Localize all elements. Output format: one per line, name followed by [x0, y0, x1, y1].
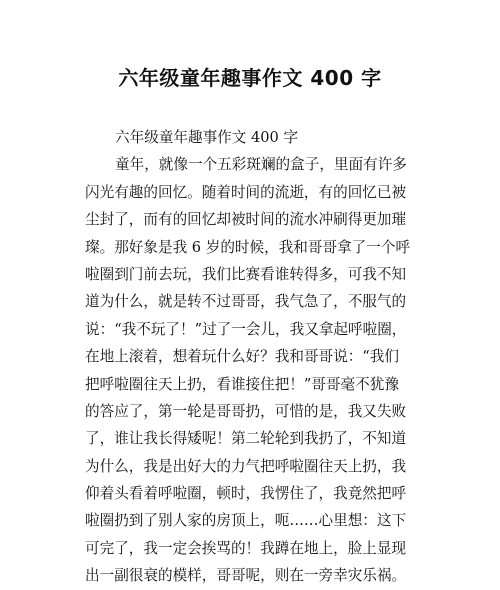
body-line: 仰着头看着呼啦圈，顿时，我愣住了，我竟然把呼 [85, 485, 407, 503]
body-line: 可完了，我一定会挨骂的！我蹲在地上，脸上显现 [85, 539, 407, 557]
body-line: 为什么，我是出好大的力气把呼啦圈往天上扔，我 [85, 457, 407, 475]
body-line: 道为什么，就是转不过哥哥，我气急了，不服气的 [85, 293, 407, 311]
body-line: 啦圈扔到了别人家的房顶上，呃……心里想：这下 [85, 512, 407, 530]
body-line: 在地上滚着，想着玩什么好？我和哥哥说：“我们 [85, 348, 399, 366]
body-line: 璨。那好象是我 6 岁的时候，我和哥哥拿了一个呼 [85, 238, 411, 256]
document-title: 六年级童年趣事作文 400 字 [118, 66, 382, 90]
body-line: 把呼啦圈往天上扔，看谁接住把！”哥哥毫不犹豫 [85, 375, 399, 393]
body-line: 尘封了，而有的回忆却被时间的流水冲刷得更加璀 [85, 211, 407, 229]
body-line: 说：“我不玩了！”过了一会儿，我又拿起呼啦圈， [85, 320, 407, 338]
document-body [85, 124, 421, 590]
body-line: 的答应了，第一轮是哥哥扔，可惜的是，我又失败 [85, 402, 407, 420]
body-line: 童年，就像一个五彩斑斓的盒子，里面有许多 [115, 156, 407, 174]
body-line: 出一副很衰的模样，哥哥呢，则在一旁幸灾乐祸。 [85, 567, 407, 585]
body-line: 啦圈到门前去玩，我们比赛看谁转得多，可我不知 [85, 265, 407, 283]
body-line-subtitle: 六年级童年趣事作文 400 字 [115, 129, 299, 146]
body-line: 闪光有趣的回忆。随着时间的流逝，有的回忆已被 [85, 183, 407, 201]
body-line: 了，谁让我长得矮呢！第二轮轮到我扔了，不知道 [85, 430, 407, 448]
